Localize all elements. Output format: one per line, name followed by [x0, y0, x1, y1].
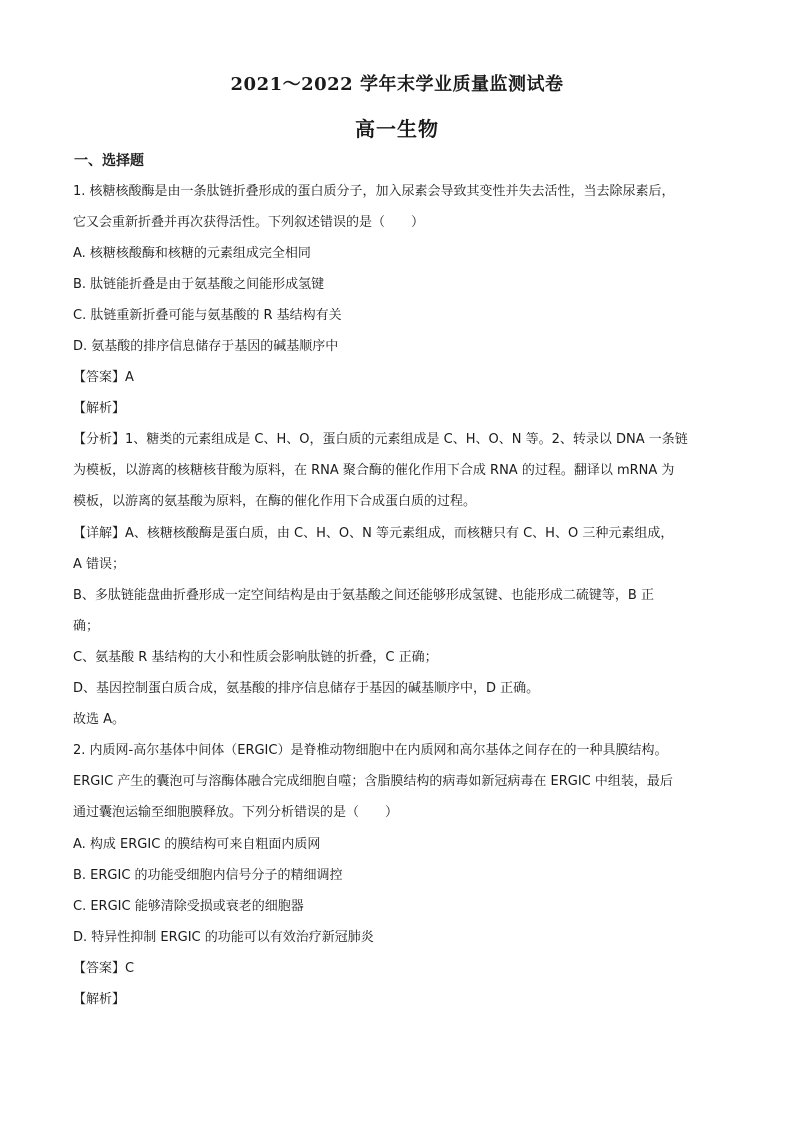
q2-option-b: B. ERGIC 的功能受细胞内信号分子的精细调控: [73, 868, 343, 883]
q1-option-d: D. 氨基酸的排序信息储存于基因的碱基顺序中: [73, 339, 339, 354]
q1-detail-line-1: 【详解】A、核糖核酸酶是蛋白质，由 C、H、O、N 等元素组成，而核糖只有 C、H、O 三种元素组成，: [73, 526, 674, 541]
q1-detail-line-5: C、氨基酸 R 基结构的大小和性质会影响肽链的折叠，C 正确；: [73, 650, 438, 665]
q1-analysis-line-2: 为模板，以游离的核糖核苷酸为原料，在 RNA 聚合酶的催化作用下合成 RNA 的过程。翻译以 mRNA 为: [73, 463, 675, 478]
q1-analysis-line-3: 模板，以游离的氨基酸为原料，在酶的催化作用下合成蛋白质的过程。: [73, 494, 477, 509]
q1-option-a: A. 核糖核酸酶和核糖的元素组成完全相同: [73, 246, 311, 261]
q1-answer: 【答案】A: [73, 370, 134, 385]
q2-stem-line-3: 通过囊泡运输至细胞膜释放。下列分析错误的是（ ）: [73, 805, 399, 820]
q1-detail-line-3: B、多肽链能盘曲折叠形成一定空间结构是由于氨基酸之间还能够形成氢键、也能形成二硫键等，B 正: [73, 588, 654, 603]
q1-detail-line-2: A 错误；: [73, 557, 126, 572]
q2-answer: 【答案】C: [73, 961, 135, 976]
q2-option-a: A. 构成 ERGIC 的膜结构可来自粗面内质网: [73, 837, 321, 852]
exam-title: 2021～2022 学年末学业质量监测试卷: [230, 74, 564, 95]
q2-stem-line-1: 2. 内质网-高尔基体中间体（ERGIC）是脊椎动物细胞中在内质网和高尔基体之间存在的一种具膜结构。: [73, 743, 668, 758]
q1-detail-line-6: D、基因控制蛋白质合成，氨基酸的排序信息储存于基因的碱基顺序中，D 正确。: [73, 681, 540, 696]
q1-stem-line-1: 1. 核糖核酸酶是由一条肽链折叠形成的蛋白质分子，加入尿素会导致其变性并失去活性，当去除尿素后，: [73, 184, 675, 199]
q1-detail-line-4: 确；: [73, 619, 100, 634]
q2-stem-line-2: ERGIC 产生的囊泡可与溶酶体融合完成细胞自噬；含脂膜结构的病毒如新冠病毒在 ERGIC 中组装，最后: [73, 774, 673, 789]
section-heading: 一、选择题: [74, 153, 144, 169]
exam-subtitle: 高一生物: [355, 117, 439, 141]
q2-option-c: C. ERGIC 能够清除受损或衰老的细胞器: [73, 899, 304, 914]
q1-option-c: C. 肽链重新折叠可能与氨基酸的 R 基结构有关: [73, 308, 342, 323]
q2-analysis-label: 【解析】: [73, 992, 126, 1007]
q1-analysis-label: 【解析】: [73, 401, 126, 416]
q1-stem-line-2: 它又会重新折叠并再次获得活性。下列叙述错误的是（ ）: [73, 215, 425, 230]
q2-option-d: D. 特异性抑制 ERGIC 的功能可以有效治疗新冠肺炎: [73, 930, 374, 945]
q1-analysis-line-1: 【分析】1、糖类的元素组成是 C、H、O，蛋白质的元素组成是 C、H、O、N 等。2、转录以 DNA 一条链: [73, 432, 688, 447]
q1-option-b: B. 肽链能折叠是由于氨基酸之间能形成氢键: [73, 277, 325, 292]
q1-conclusion: 故选 A。: [73, 712, 126, 727]
